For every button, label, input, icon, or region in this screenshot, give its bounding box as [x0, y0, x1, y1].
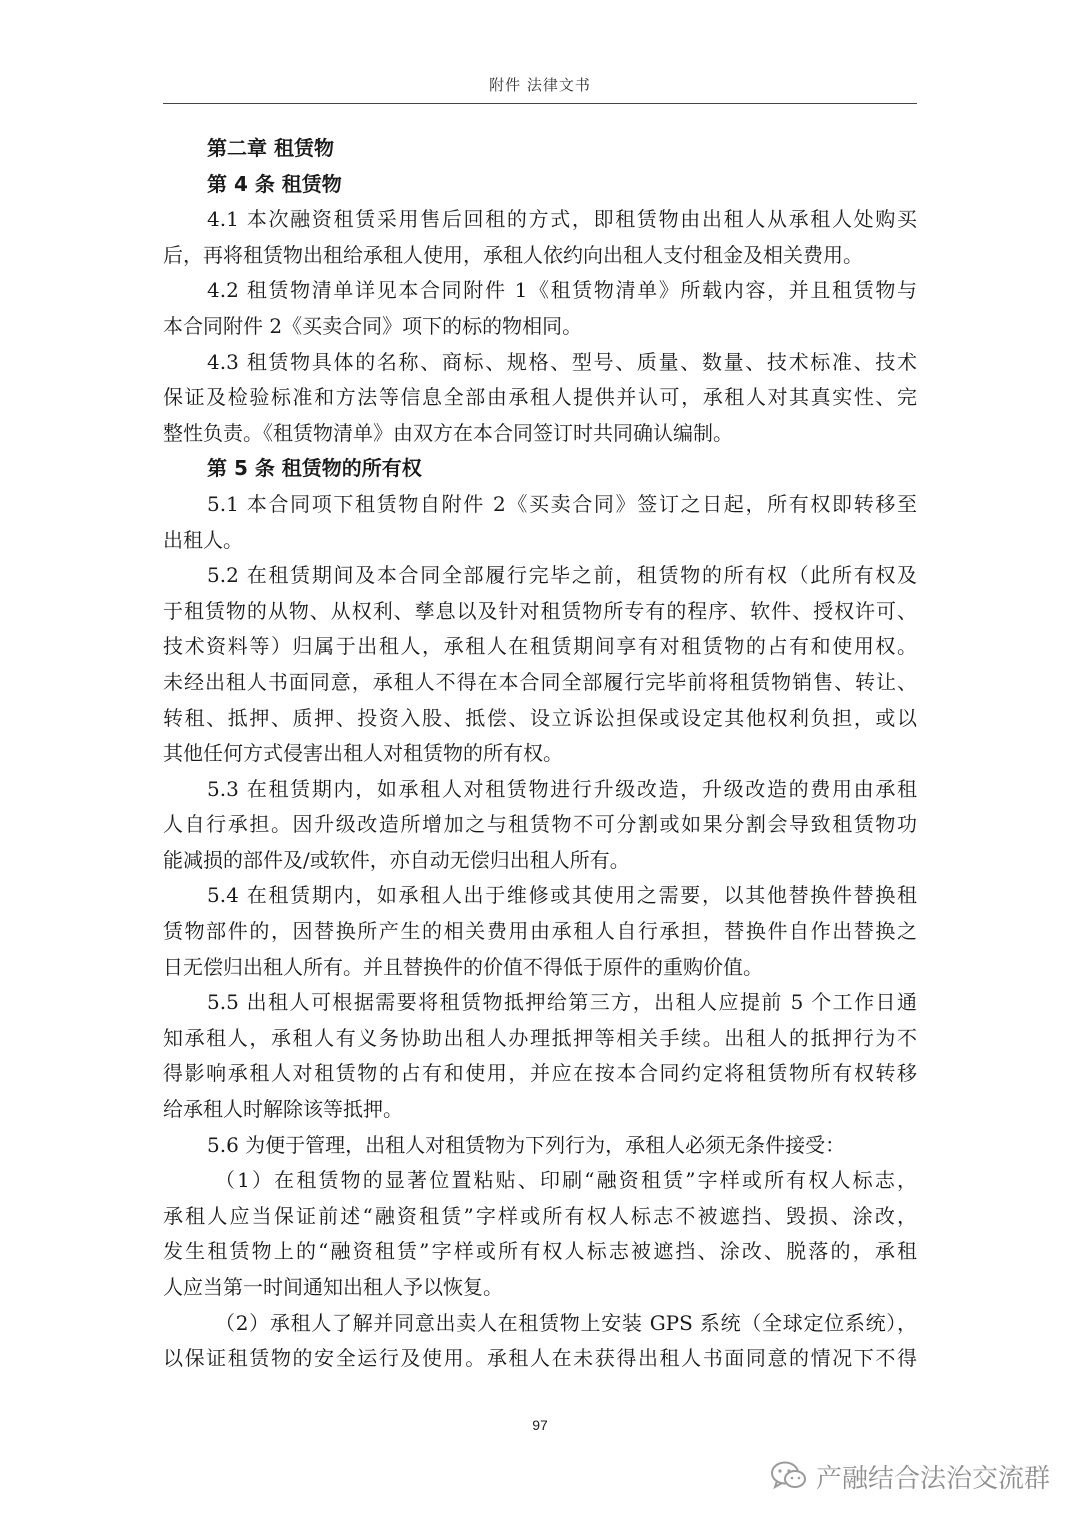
text-line: 人应当第一时间通知出租人予以恢复。 — [163, 1275, 503, 1299]
text-line: 出租人。 — [163, 527, 243, 552]
watermark-text: 产融结合法治交流群 — [815, 1463, 1050, 1494]
text-line: 保证及检验标准和方法等信息全部由承租人提供并认可，承租人对其真实性、完 — [163, 385, 917, 410]
text-line: 给承租人时解除该等抵押。 — [163, 1097, 403, 1122]
text-line: 后，再将租赁物出租给承租人使用，承租人依约向出租人支付租金及相关费用。 — [163, 242, 863, 267]
text-line: 5.2 在租赁期间及本合同全部履行完毕之前，租赁物的所有权（此所有权及 — [207, 563, 917, 588]
document-body — [163, 131, 917, 1377]
watermark — [770, 1456, 1050, 1496]
header-divider — [163, 103, 917, 104]
text-line: 发生租赁物上的“融资租赁”字样或所有权人标志被遮挡、涂改、脱落的，承租 — [163, 1239, 917, 1264]
text-line: 知承租人，承租人有义务协助出租人办理抵押等相关手续。出租人的抵押行为不 — [163, 1025, 917, 1050]
chapter-heading: 第二章 租赁物 — [207, 136, 334, 160]
text-line: 赁物部件的，因替换所产生的相关费用由承租人自行承担，替换件自作出替换之 — [163, 919, 917, 944]
text-line: 5.6 为便于管理，出租人对租赁物为下列行为，承租人必须无条件接受： — [207, 1132, 846, 1157]
text-line: 承租人应当保证前述“融资租赁”字样或所有权人标志不被遮挡、毁损、涂改， — [163, 1203, 917, 1228]
text-line: 能减损的部件及/或软件，亦自动无偿归出租人所有。 — [163, 847, 630, 872]
paragraph-5-2 — [163, 558, 917, 772]
paragraph-5-4 — [163, 878, 917, 985]
text-line: 本合同附件 2《买卖合同》项下的标的物相同。 — [163, 313, 583, 338]
wechat-icon — [770, 1460, 808, 1492]
page-number: 97 — [532, 1417, 548, 1433]
text-line: 4.2 租赁物清单详见本合同附件 1《租赁物清单》所载内容，并且租赁物与 — [207, 278, 917, 303]
text-line: 人自行承担。因升级改造所增加之与租赁物不可分割或如果分割会导致租赁物功 — [163, 812, 917, 837]
text-line: 整性负责。《租赁物清单》由双方在本合同签订时共同确认编制。 — [163, 420, 733, 445]
paragraph-5-1 — [163, 487, 917, 558]
paragraph-4-2 — [163, 273, 917, 344]
text-line: 得影响承租人对租赁物的占有和使用，并应在按本合同约定将租赁物所有权转移 — [163, 1061, 917, 1086]
text-line: 以保证租赁物的安全运行及使用。承租人在未获得出租人书面同意的情况下不得 — [163, 1346, 917, 1371]
article-5-heading: 第 5 条 租赁物的所有权 — [207, 456, 422, 481]
paragraph-5-6 — [163, 1128, 917, 1164]
text-line: 未经出租人书面同意，承租人不得在本合同全部履行完毕前将租赁物销售、转让、 — [163, 669, 917, 694]
text-line: 5.5 出租人可根据需要将租赁物抵押给第三方，出租人应提前 5 个工作日通 — [207, 990, 917, 1015]
text-line: 5.4 在租赁期内，如承租人出于维修或其使用之需要，以其他替换件替换租 — [207, 883, 917, 908]
text-line: 于租赁物的从物、从权利、孳息以及针对租赁物所专有的程序、软件、授权许可、 — [163, 598, 917, 623]
list-item-2 — [163, 1306, 917, 1377]
list-item-1 — [163, 1163, 917, 1305]
text-line: 4.1 本次融资租赁采用售后回租的方式，即租赁物由出租人从承租人处购买 — [207, 207, 917, 232]
text-line: 5.3 在租赁期内，如承租人对租赁物进行升级改造，升级改造的费用由承租 — [207, 776, 917, 801]
paragraph-4-3 — [163, 345, 917, 452]
paragraph-5-5 — [163, 985, 917, 1127]
text-line: 5.1 本合同项下租赁物自附件 2《买卖合同》签订之日起，所有权即转移至 — [207, 491, 917, 516]
text-line: 其他任何方式侵害出租人对租赁物的所有权。 — [163, 741, 563, 766]
paragraph-5-3 — [163, 772, 917, 879]
text-line: 4.3 租赁物具体的名称、商标、规格、型号、质量、数量、技术标准、技术 — [207, 349, 917, 374]
paragraph-4-1 — [163, 202, 917, 273]
text-line: （1）在租赁物的显著位置粘贴、印刷“融资租赁”字样或所有权人标志， — [215, 1168, 917, 1193]
article-4-heading: 第 4 条 租赁物 — [207, 171, 342, 196]
page-header: 附件 法律文书 — [489, 76, 591, 94]
text-line: 技术资料等）归属于出租人，承租人在租赁期间享有对租赁物的占有和使用权。 — [163, 634, 917, 659]
text-line: 日无偿归出租人所有。并且替换件的价值不得低于原件的重购价值。 — [163, 954, 763, 979]
text-line: （2）承租人了解并同意出卖人在租赁物上安装 GPS 系统（全球定位系统）， — [215, 1310, 917, 1335]
text-line: 转租、抵押、质押、投资入股、抵偿、设立诉讼担保或设定其他权利负担，或以 — [163, 705, 917, 730]
